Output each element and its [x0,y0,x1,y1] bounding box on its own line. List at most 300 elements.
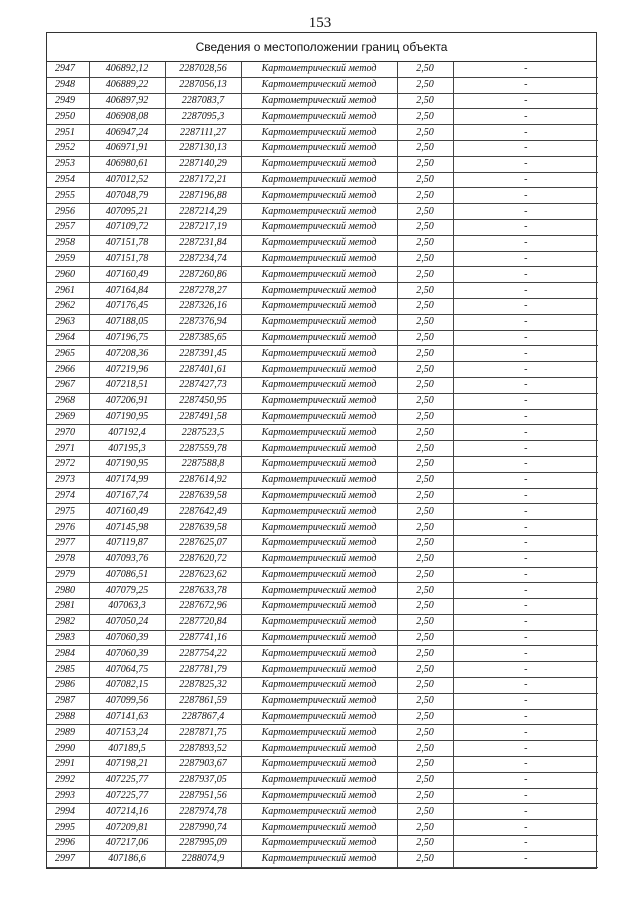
coord-x: 407190,95 [89,409,165,425]
method-cell: Картометрический метод [241,504,397,520]
table-row [47,393,598,409]
accuracy-cell: 2,50 [397,330,453,346]
method-cell: Картометрический метод [241,693,397,709]
point-number: 2968 [47,393,89,409]
method-cell: Картометрический метод [241,188,397,204]
coord-y: 2287401,61 [165,362,241,378]
coord-x: 407188,05 [89,314,165,330]
method-cell: Картометрический метод [241,599,397,615]
coord-x: 407174,99 [89,472,165,488]
method-cell: Картометрический метод [241,251,397,267]
table-row [47,567,598,583]
coord-x: 407208,36 [89,346,165,362]
method-cell: Картометрический метод [241,409,397,425]
coord-y: 2287559,78 [165,441,241,457]
description-cell: - [453,330,598,346]
description-cell: - [453,267,598,283]
table-body [47,62,598,867]
accuracy-cell: 2,50 [397,504,453,520]
method-cell: Картометрический метод [241,567,397,583]
coord-x: 407189,5 [89,741,165,757]
accuracy-cell: 2,50 [397,693,453,709]
coord-x: 407048,79 [89,188,165,204]
description-cell: - [453,77,598,93]
coord-y: 2287974,78 [165,804,241,820]
method-cell: Картометрический метод [241,709,397,725]
coord-y: 2287214,29 [165,204,241,220]
point-number: 2965 [47,346,89,362]
description-cell: - [453,93,598,109]
point-number: 2958 [47,235,89,251]
method-cell: Картометрический метод [241,172,397,188]
method-cell: Картометрический метод [241,441,397,457]
coord-y: 2287391,45 [165,346,241,362]
table-row [47,678,598,694]
point-number: 2972 [47,456,89,472]
accuracy-cell: 2,50 [397,599,453,615]
point-number: 2969 [47,409,89,425]
coord-x: 406892,12 [89,62,165,77]
point-number: 2962 [47,298,89,314]
point-number: 2995 [47,820,89,836]
table-row [47,551,598,567]
point-number: 2990 [47,741,89,757]
accuracy-cell: 2,50 [397,109,453,125]
coord-y: 2287326,16 [165,298,241,314]
coord-x: 407176,45 [89,298,165,314]
coord-x: 406971,91 [89,140,165,156]
table-row [47,804,598,820]
description-cell: - [453,393,598,409]
point-number: 2983 [47,630,89,646]
table-row [47,725,598,741]
coord-x: 407206,91 [89,393,165,409]
method-cell: Картометрический метод [241,362,397,378]
accuracy-cell: 2,50 [397,488,453,504]
table-row [47,140,598,156]
method-cell: Картометрический метод [241,235,397,251]
table-row [47,93,598,109]
accuracy-cell: 2,50 [397,362,453,378]
description-cell: - [453,804,598,820]
description-cell: - [453,251,598,267]
coord-y: 2287385,65 [165,330,241,346]
description-cell: - [453,472,598,488]
accuracy-cell: 2,50 [397,725,453,741]
table-row [47,377,598,393]
coord-y: 2287260,86 [165,267,241,283]
coord-x: 406947,24 [89,125,165,141]
accuracy-cell: 2,50 [397,646,453,662]
description-cell: - [453,188,598,204]
coord-y: 2287672,96 [165,599,241,615]
point-number: 2973 [47,472,89,488]
accuracy-cell: 2,50 [397,283,453,299]
point-number: 2988 [47,709,89,725]
method-cell: Картометрический метод [241,77,397,93]
coord-y: 2287196,88 [165,188,241,204]
coord-x: 407151,78 [89,251,165,267]
description-cell: - [453,235,598,251]
method-cell: Картометрический метод [241,62,397,77]
coord-y: 2287028,56 [165,62,241,77]
coord-y: 2287639,58 [165,520,241,536]
coordinates-table [47,62,598,868]
table-row [47,283,598,299]
description-cell: - [453,836,598,852]
description-cell: - [453,125,598,141]
coord-x: 407064,75 [89,662,165,678]
table-row [47,614,598,630]
coord-y: 2287741,16 [165,630,241,646]
table-row [47,251,598,267]
coord-y: 2287217,19 [165,219,241,235]
accuracy-cell: 2,50 [397,267,453,283]
table-row [47,456,598,472]
table-row [47,504,598,520]
description-cell: - [453,757,598,773]
point-number: 2971 [47,441,89,457]
point-number: 2957 [47,219,89,235]
description-cell: - [453,583,598,599]
coord-x: 407063,3 [89,599,165,615]
point-number: 2960 [47,267,89,283]
point-number: 2981 [47,599,89,615]
accuracy-cell: 2,50 [397,630,453,646]
coord-y: 2287083,7 [165,93,241,109]
table-title: Сведения о местоположении границ объекта [47,33,596,62]
table-row [47,709,598,725]
method-cell: Картометрический метод [241,646,397,662]
point-number: 2977 [47,535,89,551]
point-number: 2984 [47,646,89,662]
page-number: 153 [308,15,332,31]
description-cell: - [453,204,598,220]
coord-y: 2287620,72 [165,551,241,567]
table-row [47,125,598,141]
point-number: 2964 [47,330,89,346]
accuracy-cell: 2,50 [397,804,453,820]
description-cell: - [453,693,598,709]
table-row [47,583,598,599]
coord-y: 2287376,94 [165,314,241,330]
accuracy-cell: 2,50 [397,757,453,773]
coord-y: 2287825,32 [165,678,241,694]
description-cell: - [453,314,598,330]
accuracy-cell: 2,50 [397,409,453,425]
accuracy-cell: 2,50 [397,788,453,804]
coord-x: 407195,3 [89,441,165,457]
point-number: 2948 [47,77,89,93]
table-row [47,219,598,235]
coord-x: 407160,49 [89,267,165,283]
description-cell: - [453,156,598,172]
point-number: 2989 [47,725,89,741]
point-number: 2970 [47,425,89,441]
table-row [47,646,598,662]
description-cell: - [453,219,598,235]
table-row [47,204,598,220]
description-cell: - [453,62,598,77]
accuracy-cell: 2,50 [397,77,453,93]
description-cell: - [453,172,598,188]
method-cell: Картометрический метод [241,156,397,172]
table-row [47,346,598,362]
description-cell: - [453,630,598,646]
coord-y: 2287491,58 [165,409,241,425]
description-cell: - [453,377,598,393]
point-number: 2967 [47,377,89,393]
table-row [47,109,598,125]
accuracy-cell: 2,50 [397,836,453,852]
coord-x: 407050,24 [89,614,165,630]
description-cell: - [453,851,598,867]
table-row [47,630,598,646]
coord-y: 2287427,73 [165,377,241,393]
method-cell: Картометрический метод [241,678,397,694]
table-row [47,267,598,283]
table-row [47,820,598,836]
method-cell: Картометрический метод [241,472,397,488]
point-number: 2949 [47,93,89,109]
method-cell: Картометрический метод [241,456,397,472]
description-cell: - [453,441,598,457]
coord-x: 407214,16 [89,804,165,820]
method-cell: Картометрический метод [241,267,397,283]
coord-x: 407093,76 [89,551,165,567]
coord-y: 2287754,22 [165,646,241,662]
description-cell: - [453,567,598,583]
description-cell: - [453,362,598,378]
table-row [47,772,598,788]
description-cell: - [453,662,598,678]
accuracy-cell: 2,50 [397,678,453,694]
accuracy-cell: 2,50 [397,140,453,156]
method-cell: Картометрический метод [241,551,397,567]
table-row [47,520,598,536]
description-cell: - [453,283,598,299]
method-cell: Картометрический метод [241,772,397,788]
method-cell: Картометрический метод [241,377,397,393]
coord-y: 2287720,84 [165,614,241,630]
table-row [47,472,598,488]
description-cell: - [453,425,598,441]
coord-x: 406889,22 [89,77,165,93]
coord-y: 2287231,84 [165,235,241,251]
coord-y: 2287625,07 [165,535,241,551]
method-cell: Картометрический метод [241,140,397,156]
coord-y: 2287056,13 [165,77,241,93]
coord-y: 2287990,74 [165,820,241,836]
table-row [47,156,598,172]
point-number: 2956 [47,204,89,220]
description-cell: - [453,678,598,694]
coord-y: 2287523,5 [165,425,241,441]
coord-y: 2287633,78 [165,583,241,599]
point-number: 2959 [47,251,89,267]
table-row [47,235,598,251]
accuracy-cell: 2,50 [397,662,453,678]
coord-y: 2287639,58 [165,488,241,504]
description-cell: - [453,551,598,567]
coord-x: 406908,08 [89,109,165,125]
coord-x: 407198,21 [89,757,165,773]
coord-y: 2287623,62 [165,567,241,583]
description-cell: - [453,725,598,741]
accuracy-cell: 2,50 [397,93,453,109]
accuracy-cell: 2,50 [397,314,453,330]
accuracy-cell: 2,50 [397,219,453,235]
boundary-location-table [46,32,597,869]
method-cell: Картометрический метод [241,788,397,804]
accuracy-cell: 2,50 [397,204,453,220]
method-cell: Картометрический метод [241,583,397,599]
description-cell: - [453,504,598,520]
method-cell: Картометрический метод [241,125,397,141]
accuracy-cell: 2,50 [397,425,453,441]
accuracy-cell: 2,50 [397,583,453,599]
method-cell: Картометрический метод [241,535,397,551]
coord-x: 407086,51 [89,567,165,583]
method-cell: Картометрический метод [241,204,397,220]
method-cell: Картометрический метод [241,393,397,409]
table-row [47,488,598,504]
accuracy-cell: 2,50 [397,393,453,409]
point-number: 2987 [47,693,89,709]
coord-y: 2287937,05 [165,772,241,788]
coord-y: 2287278,27 [165,283,241,299]
accuracy-cell: 2,50 [397,441,453,457]
accuracy-cell: 2,50 [397,472,453,488]
point-number: 2997 [47,851,89,867]
point-number: 2986 [47,678,89,694]
point-number: 2953 [47,156,89,172]
coord-y: 2287995,09 [165,836,241,852]
method-cell: Картометрический метод [241,330,397,346]
point-number: 2961 [47,283,89,299]
table-row [47,425,598,441]
method-cell: Картометрический метод [241,820,397,836]
coord-x: 407196,75 [89,330,165,346]
point-number: 2993 [47,788,89,804]
accuracy-cell: 2,50 [397,172,453,188]
point-number: 2980 [47,583,89,599]
point-number: 2955 [47,188,89,204]
coord-x: 406980,61 [89,156,165,172]
coord-x: 407099,56 [89,693,165,709]
table-row [47,836,598,852]
method-cell: Картометрический метод [241,109,397,125]
method-cell: Картометрический метод [241,314,397,330]
accuracy-cell: 2,50 [397,709,453,725]
point-number: 2951 [47,125,89,141]
method-cell: Картометрический метод [241,725,397,741]
accuracy-cell: 2,50 [397,298,453,314]
table-row [47,314,598,330]
accuracy-cell: 2,50 [397,772,453,788]
description-cell: - [453,709,598,725]
point-number: 2950 [47,109,89,125]
table-row [47,330,598,346]
table-row [47,741,598,757]
coord-y: 2287871,75 [165,725,241,741]
point-number: 2954 [47,172,89,188]
coord-y: 2287867,4 [165,709,241,725]
method-cell: Картометрический метод [241,283,397,299]
coord-y: 2288074,9 [165,851,241,867]
point-number: 2979 [47,567,89,583]
coord-x: 407218,51 [89,377,165,393]
method-cell: Картометрический метод [241,614,397,630]
point-number: 2963 [47,314,89,330]
accuracy-cell: 2,50 [397,551,453,567]
point-number: 2985 [47,662,89,678]
description-cell: - [453,488,598,504]
accuracy-cell: 2,50 [397,851,453,867]
coord-x: 407079,25 [89,583,165,599]
method-cell: Картометрический метод [241,425,397,441]
coord-x: 407225,77 [89,788,165,804]
coord-x: 407164,84 [89,283,165,299]
coord-y: 2287861,59 [165,693,241,709]
method-cell: Картометрический метод [241,488,397,504]
coord-x: 407145,98 [89,520,165,536]
coord-x: 407153,24 [89,725,165,741]
coord-x: 407209,81 [89,820,165,836]
coord-x: 407060,39 [89,630,165,646]
description-cell: - [453,298,598,314]
table-row [47,172,598,188]
method-cell: Картометрический метод [241,757,397,773]
description-cell: - [453,614,598,630]
point-number: 2978 [47,551,89,567]
table-row [47,535,598,551]
coord-y: 2287095,3 [165,109,241,125]
method-cell: Картометрический метод [241,346,397,362]
coord-x: 407060,39 [89,646,165,662]
coord-x: 407082,15 [89,678,165,694]
point-number: 2975 [47,504,89,520]
point-number: 2994 [47,804,89,820]
table-row [47,599,598,615]
coord-x: 407160,49 [89,504,165,520]
accuracy-cell: 2,50 [397,614,453,630]
accuracy-cell: 2,50 [397,346,453,362]
description-cell: - [453,788,598,804]
coord-y: 2287893,52 [165,741,241,757]
table-row [47,662,598,678]
point-number: 2982 [47,614,89,630]
method-cell: Картометрический метод [241,662,397,678]
method-cell: Картометрический метод [241,630,397,646]
table-row [47,788,598,804]
point-number: 2976 [47,520,89,536]
coord-x: 407219,96 [89,362,165,378]
accuracy-cell: 2,50 [397,251,453,267]
accuracy-cell: 2,50 [397,188,453,204]
accuracy-cell: 2,50 [397,377,453,393]
description-cell: - [453,741,598,757]
coord-y: 2287140,29 [165,156,241,172]
accuracy-cell: 2,50 [397,456,453,472]
coord-x: 407012,52 [89,172,165,188]
method-cell: Картометрический метод [241,741,397,757]
coord-x: 407141,63 [89,709,165,725]
coord-x: 407225,77 [89,772,165,788]
accuracy-cell: 2,50 [397,567,453,583]
point-number: 2992 [47,772,89,788]
coord-y: 2287951,56 [165,788,241,804]
